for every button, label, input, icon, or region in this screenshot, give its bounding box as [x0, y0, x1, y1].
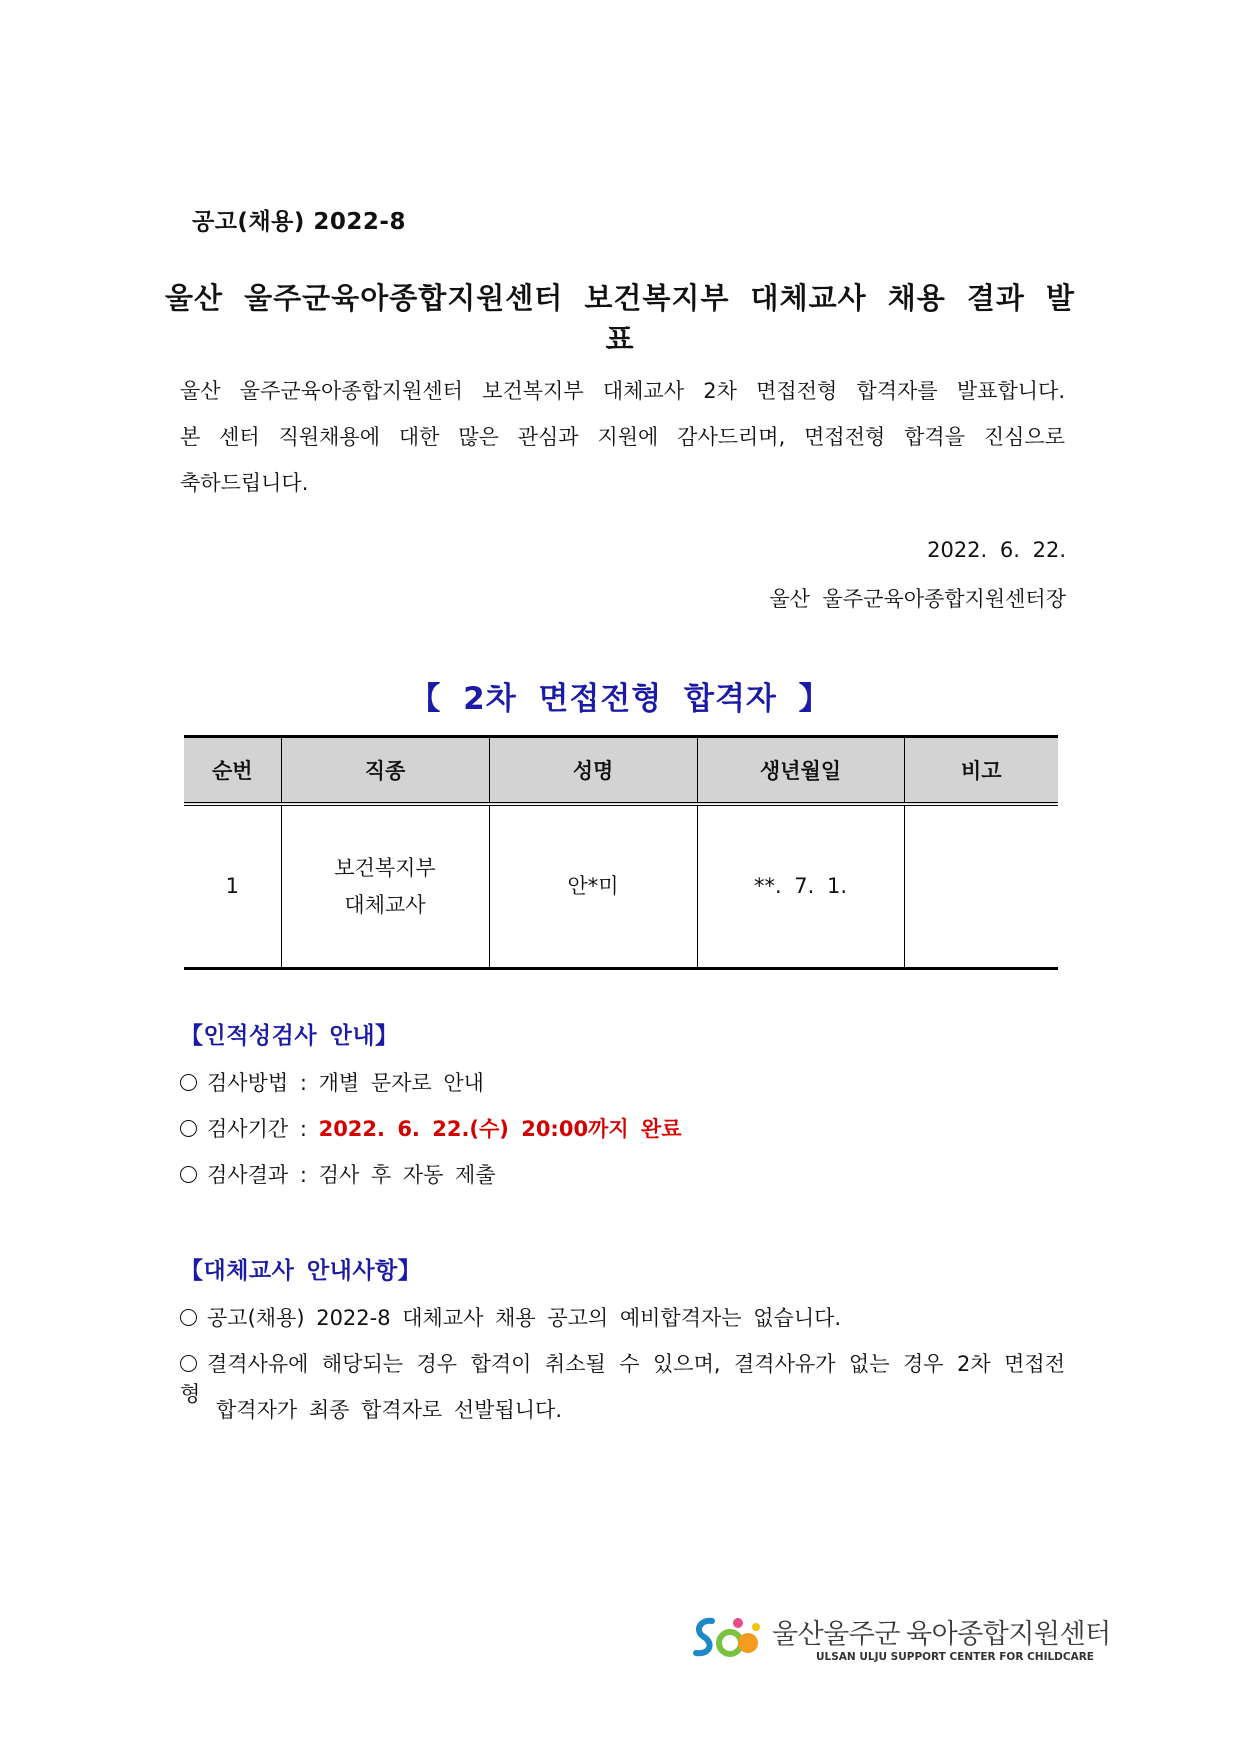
circle-bullet-icon	[180, 1309, 197, 1326]
intro-line-1: 울산 울주군육아종합지원센터 보건복지부 대체교사 2차 면접전형 합격자를 발표합니다.	[180, 379, 1065, 403]
circle-bullet-icon	[180, 1166, 197, 1183]
substitute-item-1-text: 공고(채용) 2022-8 대체교사 채용 공고의 예비합격자는 없습니다.	[207, 1306, 842, 1330]
logo-english-name: ULSAN ULJU SUPPORT CENTER FOR CHILDCARE	[816, 1651, 1094, 1663]
header-birth: 생년월일	[697, 737, 904, 805]
cell-note	[904, 804, 1058, 969]
aptitude-period	[180, 1114, 682, 1144]
substitute-item-1	[180, 1303, 841, 1333]
notice-number: 공고(채용) 2022-8	[192, 209, 406, 235]
table-title: 【 2차 면접전형 합격자 】	[409, 681, 831, 717]
result-label: 검사결과 :	[207, 1163, 319, 1187]
cell-birth: **. 7. 1.	[697, 804, 904, 969]
result-value: 검사 후 자동 제출	[318, 1163, 496, 1187]
table-header-row	[184, 737, 1058, 805]
substitute-section-title: 【대체교사 안내사항】	[180, 1258, 422, 1284]
method-label: 검사방법 :	[207, 1071, 319, 1095]
logo-korean-name: 울산울주군 육아종합지원센터	[772, 1619, 1111, 1650]
cell-job	[281, 804, 489, 969]
header-no: 순번	[184, 737, 281, 805]
aptitude-section-title: 【인적성검사 안내】	[180, 1023, 399, 1049]
aptitude-result	[180, 1160, 496, 1190]
period-value: 2022. 6. 22.(수) 20:00까지 완료	[318, 1117, 682, 1141]
announcement-date: 2022. 6. 22.	[927, 538, 1066, 562]
circle-bullet-icon	[180, 1120, 197, 1137]
page-title: 울산 울주군육아종합지원센터 보건복지부 대체교사 채용 결과 발표	[165, 281, 1075, 356]
header-note: 비고	[904, 737, 1058, 805]
table-row	[184, 804, 1058, 969]
cell-job-line-1: 보건복지부	[334, 855, 436, 880]
circle-bullet-icon	[180, 1355, 197, 1372]
signer: 울산 울주군육아종합지원센터장	[769, 587, 1066, 611]
center-logo-icon	[690, 1613, 768, 1661]
cell-no: 1	[184, 804, 281, 969]
substitute-item-2-cont: 합격자가 최종 합격자로 선발됩니다.	[216, 1398, 562, 1422]
header-name: 성명	[489, 737, 697, 805]
results-table	[184, 735, 1058, 970]
intro-line-3: 축하드립니다.	[180, 471, 309, 495]
substitute-item-2-line-1: 결격사유에 해당되는 경우 합격이 취소될 수 있으며, 결격사유가 없는 경우 2차 면접전형	[180, 1352, 1065, 1406]
cell-name: 안*미	[489, 804, 697, 969]
circle-bullet-icon	[180, 1074, 197, 1091]
cell-job-line-2: 대체교사	[344, 892, 426, 917]
aptitude-method	[180, 1068, 484, 1098]
period-label: 검사기간 :	[207, 1117, 319, 1141]
method-value: 개별 문자로 안내	[318, 1071, 484, 1095]
header-job: 직종	[281, 737, 489, 805]
intro-line-2: 본 센터 직원채용에 대한 많은 관심과 지원에 감사드리며, 면접전형 합격을 진심으로	[180, 425, 1065, 449]
